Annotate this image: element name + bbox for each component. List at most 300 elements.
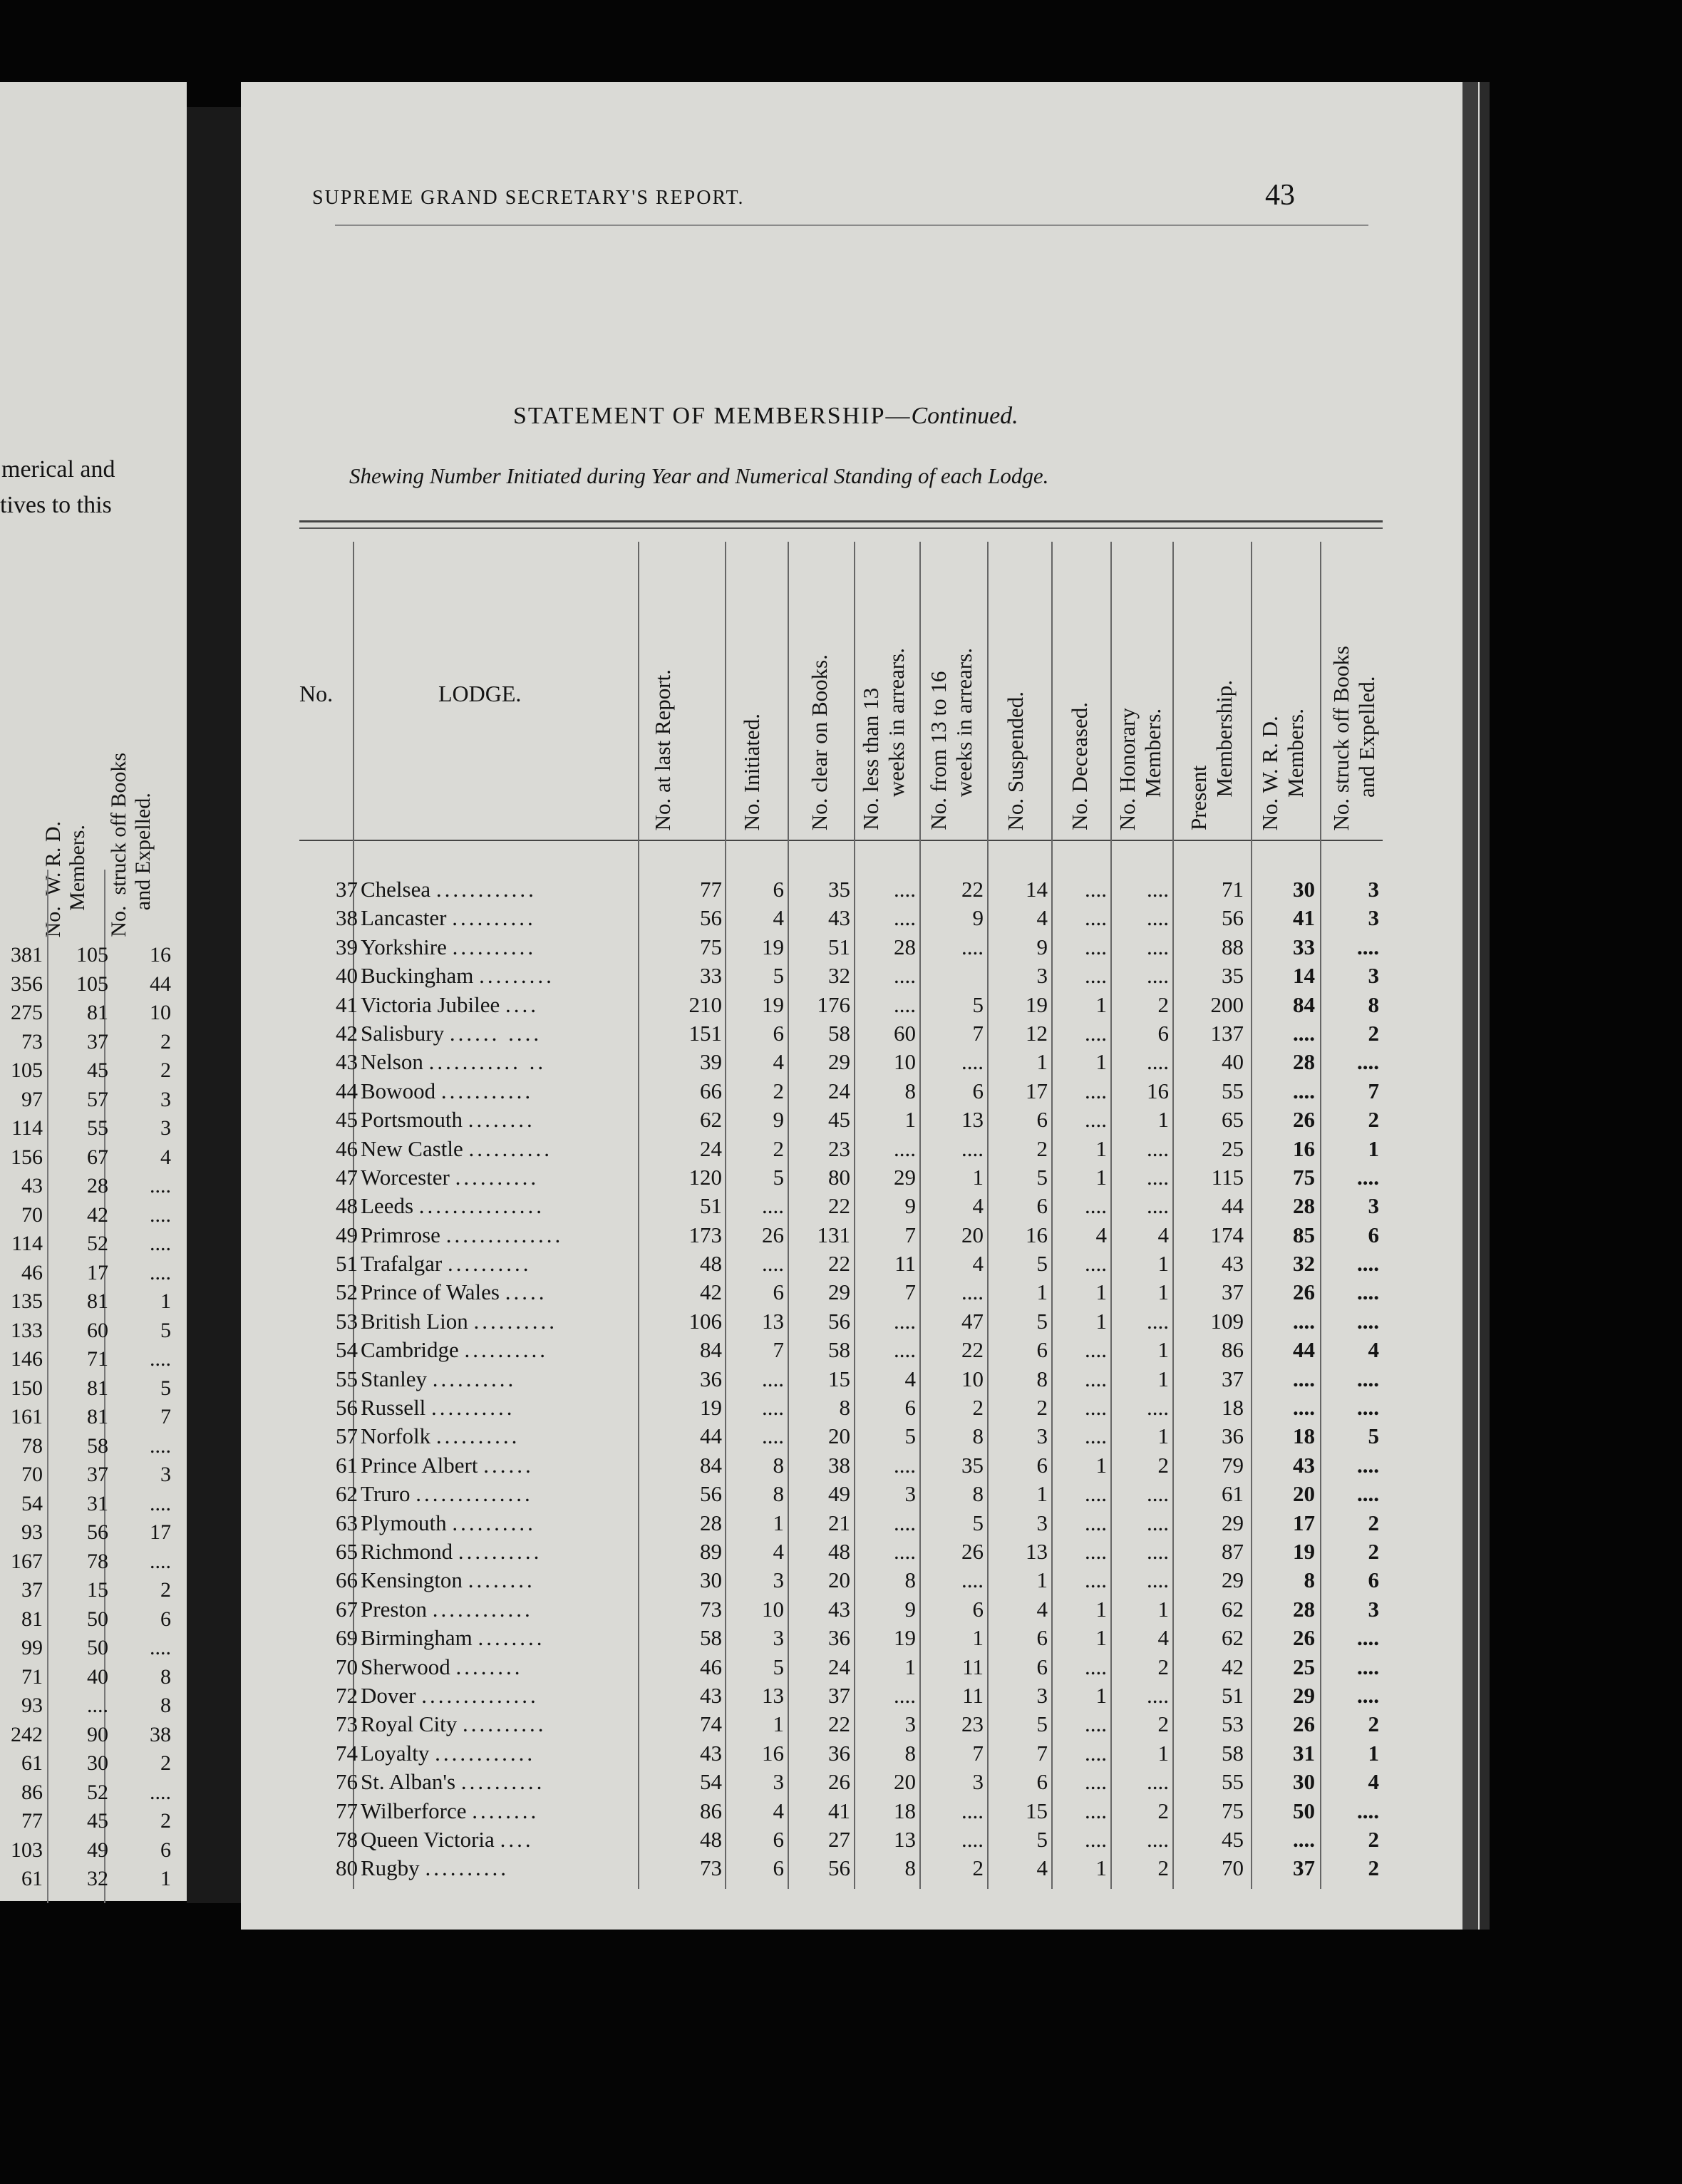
lodge-number: 74 (336, 1740, 358, 1766)
left-cell: 90 (87, 1722, 108, 1746)
table-row (299, 1250, 1383, 1278)
cell-struck-off: .... (1357, 1049, 1379, 1075)
left-table-row (0, 1259, 184, 1288)
table-row (299, 1566, 1383, 1595)
lodge-number: 54 (336, 1337, 358, 1363)
left-cell: 135 (11, 1289, 43, 1313)
cell-clear: 15 (828, 1366, 850, 1391)
left-table-row (0, 1634, 184, 1663)
cell-less-than-13: 3 (904, 1711, 916, 1737)
cell-initiated: 19 (762, 991, 784, 1017)
cell-suspended: 3 (1036, 1682, 1048, 1708)
left-page-header (0, 581, 184, 980)
left-cell: .... (150, 1174, 171, 1197)
page-number: 43 (1265, 179, 1295, 212)
cell-13-to-16: .... (961, 1567, 984, 1593)
cell-struck-off: .... (1357, 1798, 1379, 1823)
lodge-name: Cambridge (361, 1337, 459, 1363)
cell-suspended: 1 (1036, 1481, 1048, 1507)
left-cell: 30 (87, 1751, 108, 1775)
cell-honorary: 1 (1157, 1366, 1169, 1391)
cell-wrd: 26 (1293, 1625, 1315, 1651)
lodge-name: New Castle (361, 1135, 463, 1161)
cell-last-report: 58 (700, 1625, 722, 1651)
lodge-name: Dover (361, 1682, 416, 1708)
cell-wrd: .... (1293, 1826, 1315, 1852)
cell-less-than-13: 8 (904, 1078, 916, 1103)
cell-last-report: 173 (688, 1222, 722, 1247)
cell-deceased: .... (1085, 905, 1107, 931)
cell-less-than-13: .... (894, 963, 916, 989)
cell-present: 51 (1222, 1682, 1244, 1708)
left-table-row (0, 1086, 184, 1115)
lodge-number: 80 (336, 1855, 358, 1881)
cell-last-report: 39 (700, 1049, 722, 1075)
left-table-row (0, 999, 184, 1028)
cell-honorary: .... (1147, 1164, 1169, 1190)
cell-initiated: 16 (762, 1740, 784, 1766)
cell-struck-off: .... (1357, 1279, 1379, 1305)
table-row (299, 875, 1383, 904)
left-cell: 78 (87, 1549, 108, 1573)
left-cell: 8 (160, 1664, 171, 1689)
cell-13-to-16: 23 (961, 1711, 984, 1737)
cell-clear: 32 (828, 963, 850, 989)
cell-deceased: .... (1085, 963, 1107, 989)
cell-13-to-16: 3 (972, 1769, 984, 1795)
left-table-row (0, 1721, 184, 1750)
cell-last-report: 48 (700, 1251, 722, 1277)
lodge-name: Richmond (361, 1538, 453, 1564)
leader-dots: .......... (455, 1164, 540, 1190)
cell-last-report: 106 (688, 1308, 722, 1334)
header-last-report: No. at last Report. (650, 669, 675, 830)
left-cell: 77 (21, 1809, 43, 1833)
table-row (299, 1394, 1383, 1422)
cell-present: 55 (1222, 1769, 1244, 1795)
table-row (299, 991, 1383, 1019)
cell-less-than-13: 9 (904, 1596, 916, 1622)
table-row (299, 1336, 1383, 1364)
left-cell: 1 (160, 1289, 171, 1313)
leader-dots: .......... (473, 1308, 557, 1334)
cell-last-report: 74 (700, 1711, 722, 1737)
cell-deceased: 1 (1095, 1308, 1107, 1334)
cell-present: 137 (1210, 1020, 1244, 1046)
lodge-name-cell (361, 1422, 639, 1451)
lodge-name-cell (361, 1509, 639, 1537)
cell-last-report: 43 (700, 1740, 722, 1766)
lodge-name-cell (361, 933, 639, 962)
cell-suspended: 4 (1036, 1596, 1048, 1622)
cell-last-report: 56 (700, 1481, 722, 1507)
left-cell: 6 (160, 1838, 171, 1862)
table-row (299, 1221, 1383, 1250)
left-cell: 81 (87, 1001, 108, 1024)
cell-last-report: 36 (700, 1366, 722, 1391)
cell-less-than-13: 19 (894, 1625, 916, 1651)
lodge-name-cell (361, 1221, 639, 1250)
lodge-name: Prince Albert (361, 1452, 478, 1478)
cell-13-to-16: .... (961, 1135, 984, 1161)
left-table-row (0, 1461, 184, 1490)
cell-deceased: 1 (1095, 1452, 1107, 1478)
lodge-number: 55 (336, 1366, 358, 1391)
lodge-number: 51 (336, 1251, 358, 1277)
table-row (299, 1537, 1383, 1566)
left-cell: 43 (21, 1174, 43, 1197)
left-cell: 71 (21, 1664, 43, 1689)
header-present: Present Membership. (1186, 680, 1237, 830)
cell-deceased: 1 (1095, 991, 1107, 1017)
table-row (299, 1451, 1383, 1480)
left-cell: 60 (87, 1318, 108, 1342)
lodge-name: Nelson (361, 1049, 423, 1075)
left-table-row (0, 1432, 184, 1461)
left-cell: 50 (87, 1607, 108, 1631)
cell-initiated: 8 (773, 1452, 784, 1478)
cell-last-report: 151 (688, 1020, 722, 1046)
lodge-name-cell (361, 1566, 639, 1595)
cell-present: 75 (1222, 1798, 1244, 1823)
left-cell: 70 (21, 1202, 43, 1227)
cell-honorary: 1 (1157, 1251, 1169, 1277)
cell-clear: 36 (828, 1625, 850, 1651)
left-cell: 50 (87, 1636, 108, 1659)
left-cell: 114 (11, 1232, 43, 1255)
cell-less-than-13: 8 (904, 1855, 916, 1881)
cell-wrd: 30 (1293, 1769, 1315, 1795)
lodge-name: Buckingham (361, 963, 474, 989)
cell-clear: 26 (828, 1769, 850, 1795)
cell-struck-off: 2 (1368, 1826, 1379, 1852)
leader-dots: .......... (452, 905, 536, 931)
lodge-name-cell (361, 1250, 639, 1278)
left-cell: 45 (87, 1809, 108, 1833)
cell-present: 36 (1222, 1423, 1244, 1449)
left-cell: 37 (21, 1578, 43, 1602)
cell-honorary: .... (1147, 1510, 1169, 1535)
cell-less-than-13: .... (894, 1510, 916, 1535)
left-cell: 99 (21, 1636, 43, 1659)
cell-struck-off: 3 (1368, 1193, 1379, 1219)
left-cell: 78 (21, 1433, 43, 1458)
leader-dots: ...... .... (449, 1020, 542, 1046)
left-cell: .... (150, 1433, 171, 1458)
cell-suspended: 6 (1036, 1193, 1048, 1219)
left-cell: 46 (21, 1260, 43, 1284)
cell-initiated: .... (762, 1423, 784, 1449)
cell-wrd: 26 (1293, 1711, 1315, 1737)
table-row (299, 1106, 1383, 1134)
table-row (299, 1365, 1383, 1394)
left-table-row (0, 1317, 184, 1346)
cell-wrd: 33 (1293, 934, 1315, 959)
lodge-number: 47 (336, 1164, 358, 1190)
cell-deceased: .... (1085, 1510, 1107, 1535)
cell-less-than-13: .... (894, 1337, 916, 1363)
cell-wrd: 37 (1293, 1855, 1315, 1881)
left-table-row (0, 1056, 184, 1086)
lodge-name-cell (361, 1624, 639, 1652)
cell-deceased: .... (1085, 1193, 1107, 1219)
lodge-name: Leeds (361, 1193, 414, 1219)
cell-clear: 48 (828, 1538, 850, 1564)
left-table-row (0, 1028, 184, 1057)
lodge-name: Rugby (361, 1855, 420, 1881)
leader-dots: .......... (464, 1337, 548, 1363)
cell-deceased: 1 (1095, 1682, 1107, 1708)
cell-honorary: .... (1147, 1395, 1169, 1421)
cell-struck-off: 3 (1368, 963, 1379, 989)
cell-clear: 35 (828, 877, 850, 902)
lodge-name-cell (361, 1135, 639, 1163)
left-cell: 61 (21, 1867, 43, 1890)
cell-honorary: 1 (1157, 1107, 1169, 1133)
cell-13-to-16: 20 (961, 1222, 984, 1247)
cell-less-than-13: .... (894, 877, 916, 902)
cell-suspended: 3 (1036, 1510, 1048, 1535)
header-less-than-13: No. less than 13 weeks in arrears. (858, 648, 909, 830)
left-cell: 71 (87, 1347, 108, 1371)
leader-dots: .............. (421, 1682, 539, 1708)
cell-last-report: 75 (700, 934, 722, 959)
cell-clear: 41 (828, 1798, 850, 1823)
cell-suspended: 1 (1036, 1567, 1048, 1593)
cell-deceased: .... (1085, 934, 1107, 959)
lodge-name: Truro (361, 1481, 411, 1507)
cell-deceased: .... (1085, 877, 1107, 902)
cell-present: 79 (1222, 1452, 1244, 1478)
cell-wrd: 26 (1293, 1279, 1315, 1305)
lodge-number: 42 (336, 1020, 358, 1046)
lodge-name: Stanley (361, 1366, 427, 1391)
leader-dots: .......... (460, 1769, 545, 1795)
cell-clear: 21 (828, 1510, 850, 1535)
cell-present: 25 (1222, 1135, 1244, 1161)
cell-less-than-13: .... (894, 905, 916, 931)
left-cell: 97 (21, 1087, 43, 1111)
left-cell: 2 (160, 1029, 171, 1054)
cell-deceased: 1 (1095, 1279, 1107, 1305)
lodge-name-cell (361, 1192, 639, 1220)
lodge-name-cell (361, 1854, 639, 1882)
cell-clear: 58 (828, 1020, 850, 1046)
left-cell: .... (150, 1636, 171, 1659)
cell-wrd: 75 (1293, 1164, 1315, 1190)
cell-struck-off: .... (1357, 1682, 1379, 1708)
cell-honorary: 2 (1157, 1452, 1169, 1478)
cell-clear: 38 (828, 1452, 850, 1478)
left-table-row (0, 941, 184, 970)
left-cell: 45 (87, 1058, 108, 1082)
cell-deceased: .... (1085, 1798, 1107, 1823)
table-row (299, 1509, 1383, 1537)
lodge-name-cell (361, 1048, 639, 1076)
left-cell: .... (150, 1232, 171, 1255)
leader-dots: ........... (440, 1078, 534, 1103)
cell-wrd: .... (1293, 1308, 1315, 1334)
lodge-name: Prince of Wales (361, 1279, 500, 1305)
lodge-name: Bowood (361, 1078, 436, 1103)
cell-suspended: 5 (1036, 1164, 1048, 1190)
lodge-name-cell (361, 1825, 639, 1854)
cell-suspended: 5 (1036, 1826, 1048, 1852)
cell-deceased: .... (1085, 1337, 1107, 1363)
left-cell: 5 (160, 1376, 171, 1400)
cell-honorary: 1 (1157, 1279, 1169, 1305)
table-row (299, 1019, 1383, 1048)
cell-honorary: 6 (1157, 1020, 1169, 1046)
lodge-name-cell (361, 1278, 639, 1307)
cell-present: 53 (1222, 1711, 1244, 1737)
cell-wrd: 28 (1293, 1193, 1315, 1219)
cell-13-to-16: 6 (972, 1596, 984, 1622)
cell-clear: 49 (828, 1481, 850, 1507)
cell-13-to-16: 8 (972, 1481, 984, 1507)
lodge-name-cell (361, 1797, 639, 1825)
cell-13-to-16: 8 (972, 1423, 984, 1449)
cell-suspended: 17 (1026, 1078, 1048, 1103)
cell-honorary: 4 (1157, 1625, 1169, 1651)
lodge-number: 61 (336, 1452, 358, 1478)
left-cell: 81 (21, 1607, 43, 1631)
left-cell: 3 (160, 1087, 171, 1111)
left-cell: 52 (87, 1232, 108, 1255)
cell-deceased: 1 (1095, 1596, 1107, 1622)
cell-present: 86 (1222, 1337, 1244, 1363)
table-row (299, 1768, 1383, 1796)
left-table-row (0, 1778, 184, 1808)
cell-wrd: 14 (1293, 963, 1315, 989)
left-cell: 56 (87, 1520, 108, 1544)
left-cell: 49 (87, 1838, 108, 1862)
cell-less-than-13: 1 (904, 1654, 916, 1679)
cell-honorary: .... (1147, 1135, 1169, 1161)
lodge-name-cell (361, 1365, 639, 1394)
leader-dots: ........ (478, 1625, 545, 1651)
left-cell: 81 (87, 1405, 108, 1428)
lodge-name: Preston (361, 1596, 427, 1622)
cell-honorary: 2 (1157, 991, 1169, 1017)
cell-honorary: 16 (1147, 1078, 1169, 1103)
left-table-row (0, 970, 184, 999)
left-cell: .... (150, 1260, 171, 1284)
lodge-name-cell (361, 1336, 639, 1364)
left-cell: 17 (150, 1520, 171, 1544)
left-cell: 6 (160, 1607, 171, 1631)
cell-clear: 45 (828, 1107, 850, 1133)
cell-present: 37 (1222, 1279, 1244, 1305)
cell-honorary: .... (1147, 1682, 1169, 1708)
cell-present: 42 (1222, 1654, 1244, 1679)
cell-suspended: 4 (1036, 905, 1048, 931)
left-cell: 17 (87, 1260, 108, 1284)
left-cell: 103 (11, 1838, 43, 1862)
lodge-number: 53 (336, 1308, 358, 1334)
cell-initiated: 5 (773, 963, 784, 989)
left-cell: 81 (87, 1289, 108, 1313)
left-cell: 114 (11, 1116, 43, 1140)
lodge-number: 78 (336, 1826, 358, 1852)
cell-struck-off: 2 (1368, 1107, 1379, 1133)
cell-deceased: .... (1085, 1481, 1107, 1507)
cell-last-report: 28 (700, 1510, 722, 1535)
cell-last-report: 46 (700, 1654, 722, 1679)
left-cell: 61 (21, 1751, 43, 1775)
left-page-rows (0, 941, 184, 1894)
cell-initiated: 6 (773, 877, 784, 902)
cell-clear: 176 (817, 991, 850, 1017)
left-cell: 38 (150, 1722, 171, 1746)
lodge-name-cell (361, 1106, 639, 1134)
cell-less-than-13: 11 (894, 1251, 916, 1277)
left-cell: 167 (11, 1549, 43, 1573)
left-cell: .... (150, 1347, 171, 1371)
leader-dots: .......... (431, 1395, 515, 1421)
cell-less-than-13: .... (894, 1135, 916, 1161)
cell-clear: 29 (828, 1279, 850, 1305)
leader-dots: ......... (479, 963, 554, 989)
cell-struck-off: 7 (1368, 1078, 1379, 1103)
cell-struck-off: .... (1357, 1481, 1379, 1507)
cell-deceased: 1 (1095, 1855, 1107, 1881)
page-subtitle: Shewing Number Initiated during Year and Numerical Standing of each Lodge. (349, 463, 1049, 488)
cell-initiated: 2 (773, 1135, 784, 1161)
cell-struck-off: 2 (1368, 1855, 1379, 1881)
lodge-name: Lancaster (361, 905, 447, 931)
cell-honorary: 1 (1157, 1423, 1169, 1449)
cell-present: 40 (1222, 1049, 1244, 1075)
cell-honorary: .... (1147, 1049, 1169, 1075)
lodge-number: 39 (336, 934, 358, 959)
cell-13-to-16: .... (961, 1798, 984, 1823)
leader-dots: ...... (483, 1452, 534, 1478)
cell-13-to-16: 9 (972, 905, 984, 931)
header-struck-off: No. struck off Books and Expelled. (1328, 645, 1379, 830)
table-row (299, 1192, 1383, 1220)
cell-honorary: .... (1147, 1193, 1169, 1219)
lodge-name: British Lion (361, 1308, 468, 1334)
cell-wrd: 30 (1293, 877, 1315, 902)
cell-initiated: 13 (762, 1308, 784, 1334)
left-cell: 73 (21, 1029, 43, 1054)
lodge-name: Worcester (361, 1164, 450, 1190)
leader-dots: .......... (425, 1855, 509, 1881)
cell-wrd: .... (1293, 1395, 1315, 1421)
cell-13-to-16: 7 (972, 1020, 984, 1046)
lodge-number: 62 (336, 1481, 358, 1507)
cell-present: 35 (1222, 963, 1244, 989)
lodge-name-cell (361, 1394, 639, 1422)
cell-13-to-16: 47 (961, 1308, 984, 1334)
leader-dots: ........ (468, 1567, 535, 1593)
cell-initiated: 8 (773, 1481, 784, 1507)
left-table-row (0, 1691, 184, 1721)
left-cell: 161 (11, 1405, 43, 1428)
lodge-name: Wilberforce (361, 1798, 467, 1823)
cell-suspended: 6 (1036, 1769, 1048, 1795)
cell-13-to-16: 10 (961, 1366, 984, 1391)
cell-present: 55 (1222, 1078, 1244, 1103)
cell-clear: 22 (828, 1711, 850, 1737)
cell-honorary: 2 (1157, 1855, 1169, 1881)
cell-present: 29 (1222, 1510, 1244, 1535)
table-row (299, 1048, 1383, 1076)
cell-initiated: .... (762, 1395, 784, 1421)
cell-wrd: 50 (1293, 1798, 1315, 1823)
cell-suspended: 9 (1036, 934, 1048, 959)
